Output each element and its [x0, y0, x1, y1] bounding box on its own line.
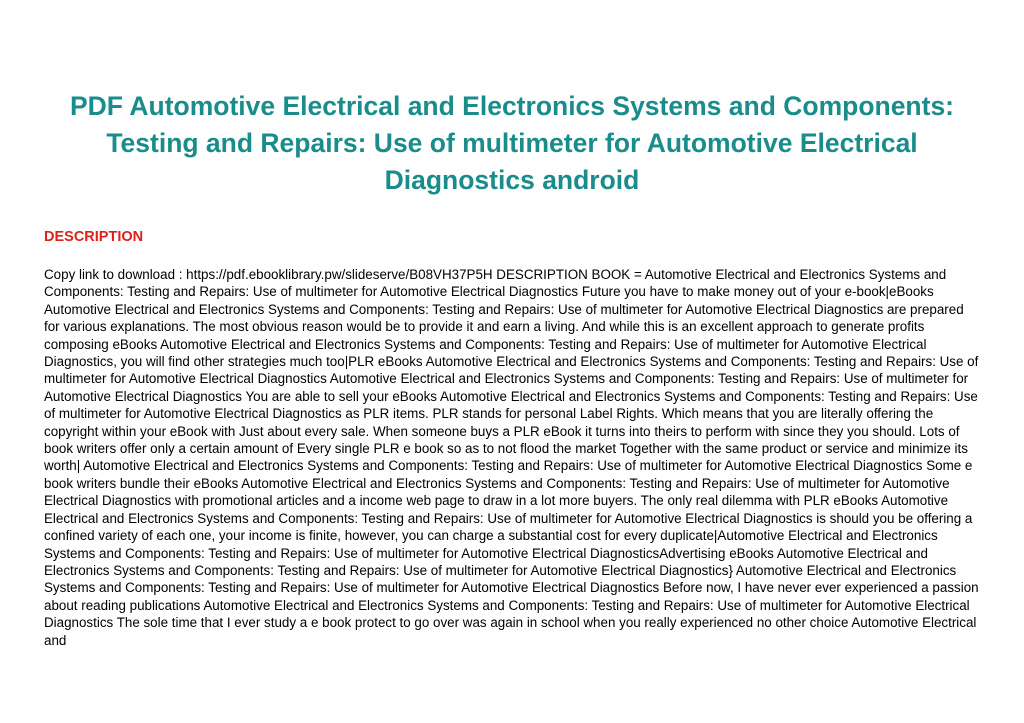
description-body: Copy link to download : https://pdf.ebooklibrary.pw/slideserve/B08VH37P5H DESCRIPTION BOOK = Automotive Electrical and Electronics Systems and Components: Testing and Repairs: Use of multimeter for Automotive Electrical Diagnostics Future you have to make money out of your e-book|eBooks Automotive Electrical and Electronics Systems and Components: Testing and Repairs: Use of multimeter for Automotive Electrical Diagnostics are prepared for various explanations. The most obvious reason would be to provide it and earn a living. And while this is an excellent approach to generate profits composing eBooks Automotive Electrical and Electronics Systems and Components: Testing and Repairs: Use of multimeter for Automotive Electrical Diagnostics, you will find other strategies much too|PLR eBooks Automotive Electrical and Electronics Systems and Components: Testing and Repairs: Use of multimeter for Automotive Electrical Diagnostics Automotive Electrical and Electronics Systems and Components: Testing and Repairs: Use of multimeter for Automotive Electrical Diagnostics You are able to sell your eBooks Automotive Electrical and Electronics Systems and Components: Testing and Repairs: Use of multimeter for Automotive Electrical Diagnostics as PLR items. PLR stands for personal Label Rights. Which means that you are literally offering the copyright within your eBook with Just about every sale. When someone buys a PLR eBook it turns into theirs to perform with since they you should. Lots of book writers offer only a certain amount of Every single PLR e book so as to not flood the market Together with the same product or service and minimize its worth| Automotive Electrical and Electronics Systems and Components: Testing and Repairs: Use of multimeter for Automotive Electrical Diagnostics Some e book writers bundle their eBooks Automotive Electrical and Electronics Systems and Components: Testing and Repairs: Use of multimeter for Automotive Electrical Diagnostics with promotional articles and a income web page to draw in a lot more buyers. The only real dilemma with PLR eBooks Automotive Electrical and Electronics Systems and Components: Testing and Repairs: Use of multimeter for Automotive Electrical Diagnostics is should you be offering a confined variety of each one, your income is finite, however, you can charge a substantial cost for every duplicate|Automotive Electrical and Electronics Systems and Components: Testing and Repairs: Use of multimeter for Automotive Electrical DiagnosticsAdvertising eBooks Automotive Electrical and Electronics Systems and Components: Testing and Repairs: Use of multimeter for Automotive Electrical Diagnostics} Automotive Electrical and Electronics Systems and Components: Testing and Repairs: Use of multimeter for Automotive Electrical Diagnostics Before now, I have never ever experienced a passion about reading publications Automotive Electrical and Electronics Systems and Components: Testing and Repairs: Use of multimeter for Automotive Electrical Diagnostics The sole time that I ever study a e book protect to go over was again in school when you really experienced no other choice Automotive Electrical and: [44, 267, 979, 648]
document-title: PDF Automotive Electrical and Electronics Systems and Components: Testing and Repairs: Use of multimeter for Automotive Electrical Diagnostics android: [69, 91, 955, 195]
section-heading-description: DESCRIPTION: [44, 229, 144, 245]
